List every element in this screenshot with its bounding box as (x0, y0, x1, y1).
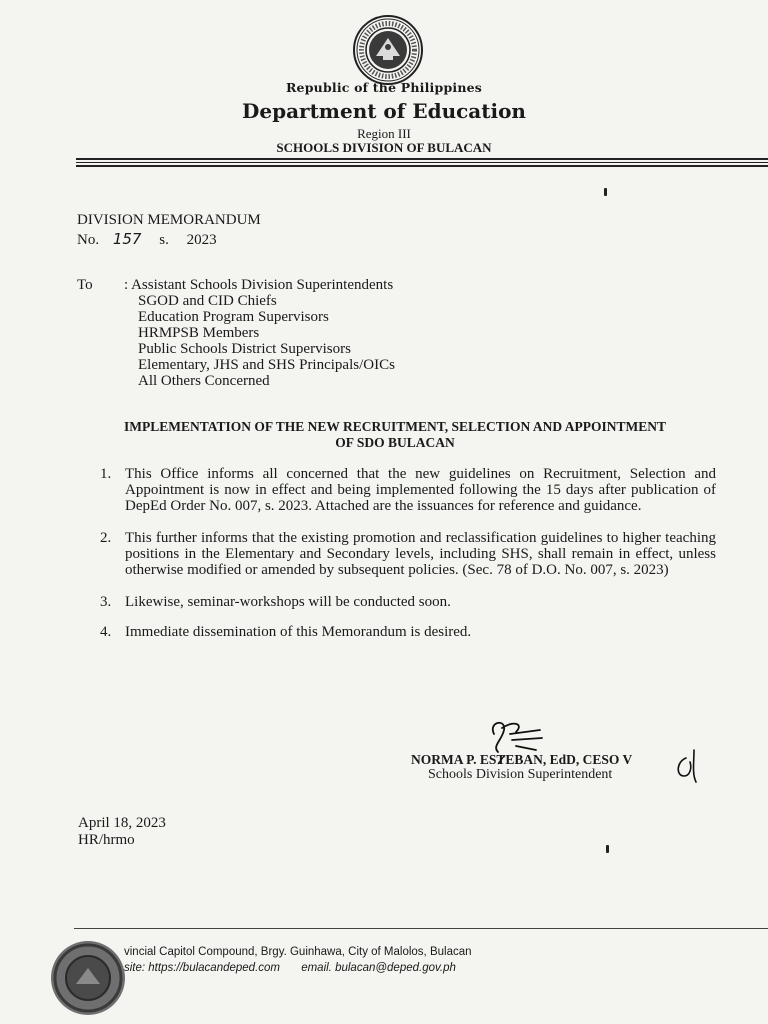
division-seal-icon (50, 940, 126, 1016)
republic-heading: Republic of the Philippines (285, 80, 483, 95)
memo-paragraph (100, 530, 716, 578)
division-heading: SCHOOLS DIVISION OF BULACAN (276, 140, 492, 155)
recipient-item: : Assistant Schools Division Superintendents (124, 277, 394, 293)
recipient-item: Elementary, JHS and SHS Principals/OICs (138, 357, 395, 373)
memo-paragraph (100, 624, 716, 640)
memo-number-label: No. (77, 232, 100, 248)
footer-address: vincial Capitol Compound, Brgy. Guinhawa, City of Malolos, Bulacan (124, 946, 472, 958)
memo-series-label: s. (159, 232, 169, 248)
subject-line: IMPLEMENTATION OF THE NEW RECRUITMENT, SELECTION AND APPOINTMENT (123, 419, 667, 434)
recipient-item: All Others Concerned (138, 373, 270, 389)
memo-paragraph (100, 594, 716, 610)
scan-mark (604, 188, 607, 196)
memo-body (100, 466, 716, 640)
footer-website: site: https://bulacandeped.com (124, 962, 280, 974)
paragraph-text: This further informs that the existing promotion and reclassification guidelines to higher teaching positions in the Elementary and Secondary levels, including SHS, shall remain in effect, unless otherwise modified or amended by subsequent policies. (Sec. 78 of D.O. No. 007, s. 2023) (125, 530, 716, 578)
department-heading: Department of Education (242, 99, 526, 123)
header-divider (76, 162, 768, 163)
subject-line: OF SDO BULACAN (335, 435, 455, 450)
signatory-title: Schools Division Superintendent (428, 767, 613, 782)
footer-divider (74, 928, 768, 929)
memo-number: 157 (112, 230, 142, 248)
paragraph-number: 4. (100, 624, 112, 640)
region-heading: Region III (357, 126, 411, 141)
deped-seal-icon (352, 14, 424, 86)
memo-subject (80, 419, 710, 451)
memo-type: DIVISION MEMORANDUM (77, 212, 261, 228)
paragraph-text: Likewise, seminar-workshops will be conducted soon. (125, 594, 451, 610)
paragraph-text: Immediate dissemination of this Memorandum is desired. (125, 624, 472, 640)
recipient-item: SGOD and CID Chiefs (138, 293, 277, 309)
memo-paragraph (100, 466, 716, 514)
paragraph-text: This Office informs all concerned that the new guidelines on Recruitment, Selection and Appointment is now in effect and being implemented following the 15 days after publication of DepEd Order No. 007, s. 2023. Attached are the issuances for reference and guidance. (125, 466, 716, 514)
memo-year: 2023 (186, 232, 217, 248)
recipients-list (124, 277, 395, 389)
header-divider (76, 158, 768, 160)
handwritten-initial-icon (672, 748, 700, 784)
memo-reference: HR/hrmo (78, 832, 135, 848)
recipient-item: Education Program Supervisors (138, 309, 329, 325)
paragraph-number: 3. (100, 594, 112, 610)
header-divider (76, 165, 768, 167)
recipients-label: To (77, 277, 93, 293)
footer-contact (124, 962, 456, 974)
paragraph-number: 1. (100, 466, 112, 482)
signatory-name: NORMA P. ESTEBAN, EdD, CESO V (411, 752, 633, 767)
scan-mark (606, 845, 609, 853)
memo-number-line (77, 230, 217, 249)
paragraph-number: 2. (100, 530, 112, 546)
recipient-item: HRMPSB Members (138, 325, 260, 341)
recipient-item: Public Schools District Supervisors (138, 341, 351, 357)
memo-date: April 18, 2023 (78, 815, 166, 831)
footer-email: email. bulacan@deped.gov.ph (301, 962, 456, 974)
